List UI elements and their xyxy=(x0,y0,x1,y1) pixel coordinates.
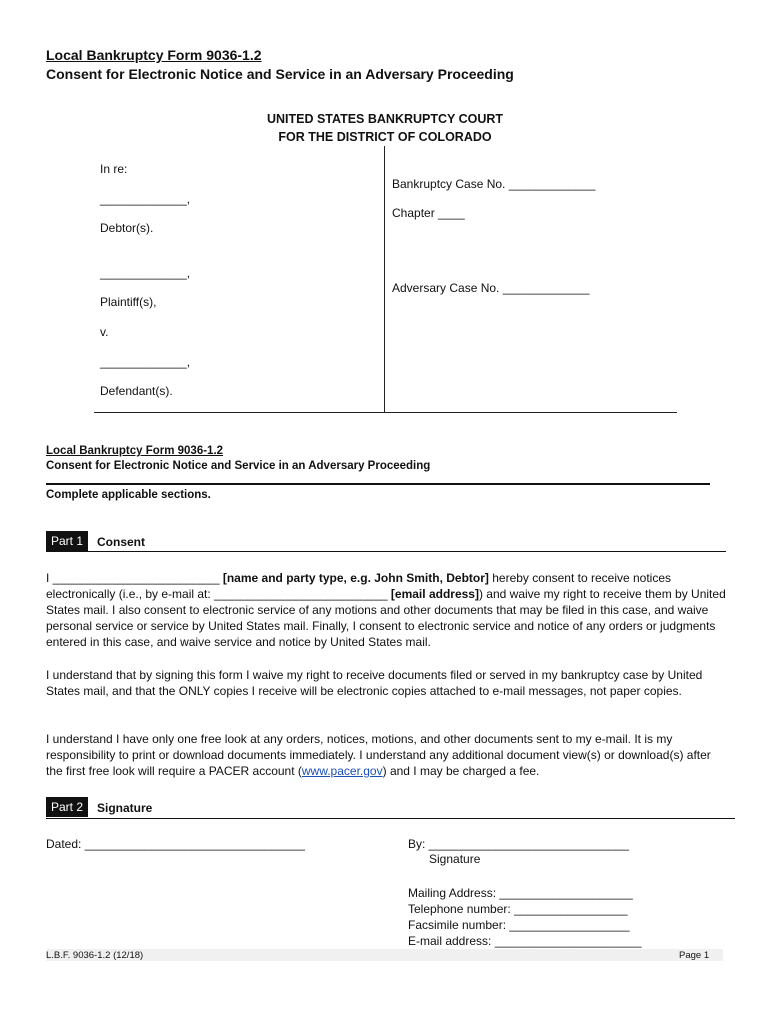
defendant-label: Defendant(s). xyxy=(100,384,173,398)
part2-rule xyxy=(46,818,735,819)
court-district: FOR THE DISTRICT OF COLORADO xyxy=(278,130,492,144)
waiver-paragraph: I understand that by signing this form I waive my right to receive documents filed or served in my bankruptcy case by United States mail, and that the ONLY copies I receive will be electronic copies attached to e-mail messages, not paper copies. xyxy=(46,668,703,698)
section-subtitle: Consent for Electronic Notice and Service in an Adversary Proceeding xyxy=(46,460,431,472)
bankruptcy-case-number[interactable]: Bankruptcy Case No. _____________ xyxy=(392,177,596,191)
versus-label: v. xyxy=(100,325,109,339)
debtor-label: Debtor(s). xyxy=(100,221,154,235)
plaintiff-blank[interactable]: _____________, xyxy=(100,266,191,280)
form-subtitle: Consent for Electronic Notice and Service in an Adversary Proceeding xyxy=(46,66,514,82)
caption-divider-vertical xyxy=(384,146,385,413)
defendant-blank[interactable]: _____________, xyxy=(100,355,191,369)
pacer-link[interactable]: www.pacer.gov xyxy=(301,764,383,778)
caption-divider-horizontal xyxy=(94,412,677,413)
consent-paragraph: I _________________________ [name and party type, e.g. John Smith, Debtor] hereby consent to receive notices electronically (i.e., by e-mail at: __________________________ [email address]) and waive my right to receive them by United States mail. I also consent to electronic service of any motions and other documents that may be filed in this case, and waive personal service or service by United States mail. Finally, I consent to electronic service and notice of any orders or judgments entered in this case, and waive service and notice by United States mail. xyxy=(46,571,726,649)
in-re-label: In re: xyxy=(100,162,128,176)
by-signature-field[interactable]: By: ______________________________ xyxy=(408,837,629,851)
part1-title: Consent xyxy=(97,535,145,549)
part1-rule xyxy=(46,551,726,552)
telephone-field[interactable]: Telephone number: _________________ xyxy=(408,902,628,916)
section-rule xyxy=(46,483,710,485)
form-title: Local Bankruptcy Form 9036-1.2 xyxy=(46,47,262,63)
debtor-blank[interactable]: _____________, xyxy=(100,192,191,206)
chapter-number[interactable]: Chapter ____ xyxy=(392,206,465,220)
adversary-case-number[interactable]: Adversary Case No. _____________ xyxy=(392,281,590,295)
complete-instructions: Complete applicable sections. xyxy=(46,489,211,501)
dated-field[interactable]: Dated: _________________________________ xyxy=(46,837,305,851)
footer-bar xyxy=(46,949,723,961)
footer-page-number: Page 1 xyxy=(679,950,710,961)
section-title: Local Bankruptcy Form 9036-1.2 xyxy=(46,445,224,457)
footer-form-number: L.B.F. 9036-1.2 (12/18) xyxy=(46,950,144,961)
email-address-field[interactable]: E-mail address: ______________________ xyxy=(408,934,642,948)
free-look-paragraph: I understand I have only one free look at any orders, notices, motions, and other documents sent to my e-mail. It is my responsibility to print or download documents immediately. I understand any additional document view(s) or download(s) after the first free look will require a PACER account (www.pacer.gov) and I may be charged a fee. xyxy=(46,732,711,778)
plaintiff-label: Plaintiff(s), xyxy=(100,295,157,309)
signature-label: Signature xyxy=(429,852,481,866)
facsimile-field[interactable]: Facsimile number: __________________ xyxy=(408,918,630,932)
part2-title: Signature xyxy=(97,801,153,815)
court-name: UNITED STATES BANKRUPTCY COURT xyxy=(266,112,504,126)
mailing-address-field[interactable]: Mailing Address: ____________________ xyxy=(408,886,633,900)
part1-tag: Part 1 xyxy=(46,531,88,551)
part2-tag: Part 2 xyxy=(46,797,88,817)
